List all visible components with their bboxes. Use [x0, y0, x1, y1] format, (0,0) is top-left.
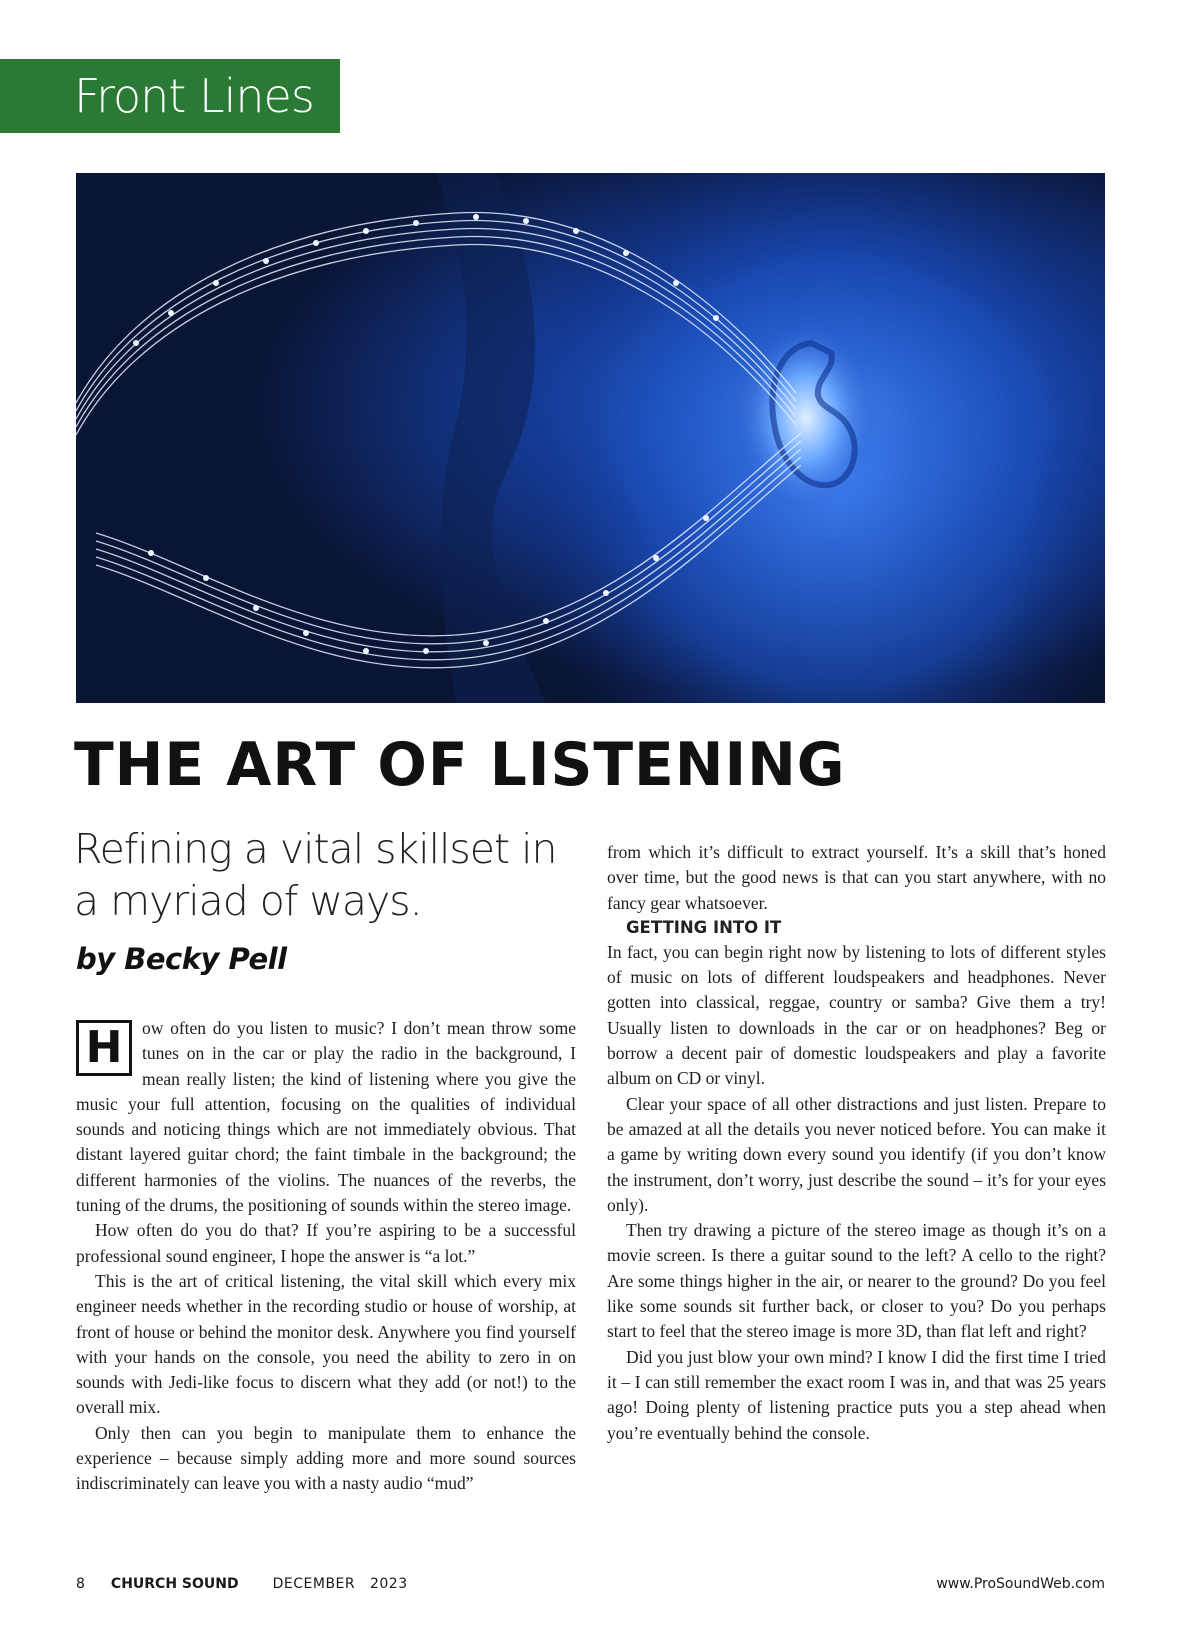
page-number: 8	[76, 1576, 85, 1592]
subsection-heading: GETTING INTO IT	[626, 917, 782, 937]
body-paragraph	[76, 1016, 576, 1218]
body-paragraph: Only then can you begin to manipulate them to enhance the experience – because simply adding more and more sound sources indiscriminately can leave you with a nasty audio “mud”	[76, 1422, 576, 1494]
body-paragraph: Then try drawing a picture of the stereo image as though it’s on a movie screen. Is there a guitar sound to the left? A cello to the right? Are some things higher in the air, or nearer to the ground? Do you feel like some sounds sit further back, or closer to you? Do you perhaps start to feel that the stereo image is more 3D, than flat left and right?	[607, 1220, 1106, 1342]
article-subtitle: Refining a vital skillset in a myriad of ways.	[74, 825, 557, 925]
website-link[interactable]: www.ProSoundWeb.com	[936, 1576, 1105, 1592]
body-column-right	[607, 840, 1106, 1446]
body-paragraph: This is the art of critical listening, the vital skill which every mix engineer needs whether in the recording studio or house of worship, at front of house or behind the monitor desk. Anywhere you find yourself with your hands on the console, you need the ability to zero in on sounds with Jedi-like focus to discern what they add (or not!) to the overall mix.	[76, 1270, 576, 1418]
magazine-name: CHURCH SOUND	[110, 1576, 239, 1592]
body-paragraph: In fact, you can begin right now by listening to lots of different styles of music on lots of different loudspeakers and headphones. Never gotten into classical, reggae, country or samba? Give them a try! Usually listen to downloads in the car or on headphones? Beg or borrow a decent pair of domestic loudspeakers and play a favorite album on CD or vinyl.	[607, 941, 1106, 1089]
page-footer	[76, 1576, 1105, 1592]
section-tab	[0, 59, 340, 133]
issue-date: DECEMBER 2023	[272, 1576, 408, 1592]
body-paragraph: How often do you do that? If you’re aspiring to be a successful professional sound engineer, I hope the answer is “a lot.”	[76, 1220, 576, 1266]
drop-cap: H	[76, 1020, 132, 1076]
ear-with-music-staves-image	[76, 173, 1105, 703]
hero-image	[76, 173, 1105, 703]
article-title: THE ART OF LISTENING	[74, 730, 846, 800]
body-paragraph: from which it’s difficult to extract yourself. It’s a skill that’s honed over time, but the good news is that can you start anywhere, with no fancy gear whatsoever.	[607, 842, 1106, 913]
section-label: Front Lines	[74, 69, 314, 123]
body-paragraph: Did you just blow your own mind? I know I did the first time I tried it – I can still remember the exact room I was in, and that was 25 years ago! Doing plenty of listening practice puts you a step ahead when you’re eventually behind the console.	[607, 1346, 1106, 1443]
body-column-left	[76, 1016, 576, 1497]
article-byline: by Becky Pell	[76, 942, 287, 976]
paragraph-text: ow often do you listen to music? I don’t mean throw some tunes on in the car or play the radio in the background, I mean really listen; the kind of listening where you give the music your full attention, focusing on the qualities of individual sounds and noticing things which are not immediately obvious. That distant layered guitar chord; the faint timbale in the background; the different harmonies of the violins. The nuances of the reverbs, the tuning of the drums, the positioning of sounds within the stereo image.	[76, 1018, 576, 1216]
body-paragraph: Clear your space of all other distractions and just listen. Prepare to be amazed at all the details you never noticed before. You can make it a game by writing down every sound you identify (if you don’t know the instrument, don’t worry, just describe the sound – it’s for your eyes only).	[607, 1093, 1106, 1215]
